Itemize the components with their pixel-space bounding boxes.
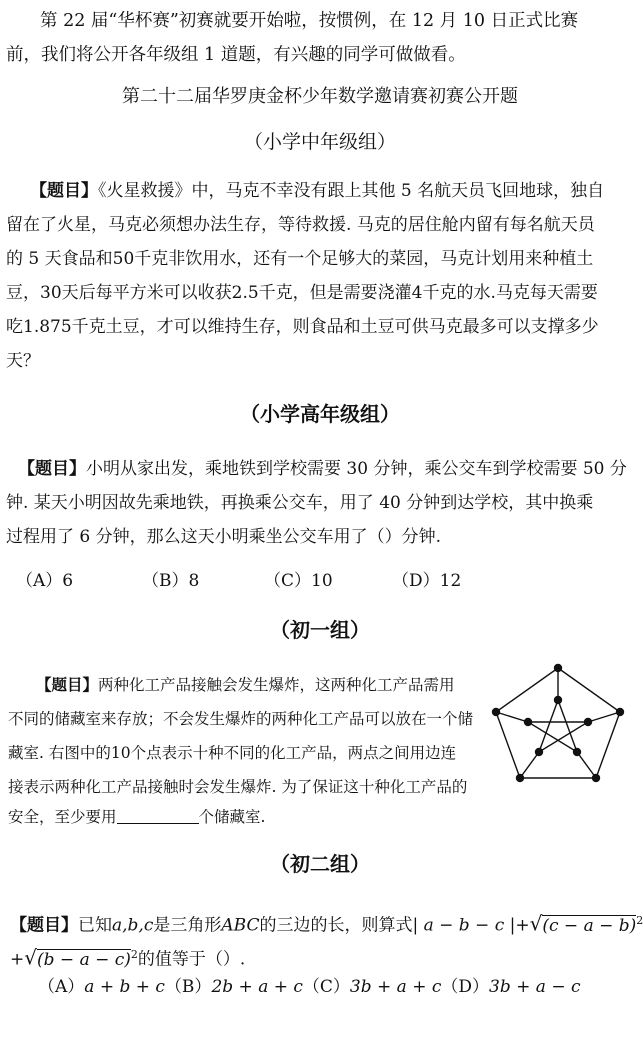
graph-edges xyxy=(496,668,620,778)
problem-2-line-2: 钟. 某天小明因故先乘地铁，再换乘公交车，用了 40 分钟到达学校，其中换乘 xyxy=(6,493,594,513)
vertex xyxy=(516,774,524,782)
problem-3-tag: 【题目】 xyxy=(36,675,99,694)
vertex xyxy=(492,708,500,716)
intro-line-2: 前，我们将公开各年级组 1 道题，有兴趣的同学可做做看。 xyxy=(6,45,466,65)
problem-4-line-1: 【题目】已知a,b,c是三角形ABC的三边的长，则算式| a − b − c $|+√(c - a - b)^2$ xyxy=(10,911,643,936)
vertex xyxy=(573,748,581,756)
problem-2-line-1: 【题目】小明从家出发，乘地铁到学校需要 30 分钟，乘公交车到学校需要 50 分 xyxy=(18,459,627,479)
sqrt-sign-1: √ xyxy=(529,911,543,936)
vertex xyxy=(554,696,562,704)
problem-2-option-a: （A）6 xyxy=(16,571,74,591)
problem-3-line-5: 安全，至少要用 个储藏室. xyxy=(8,808,266,826)
problem-1-line-2: 留在了火星，马克必须想办法生存，等待救援. 马克的居住舱内留有每名航天员 xyxy=(6,215,595,235)
vertex xyxy=(524,718,532,726)
sqrt-sign-2: √ xyxy=(24,945,37,970)
problem-1-line-5: 吃1.875千克土豆，才可以维持生存，则食品和土豆可供马克最多可以支撑多少 xyxy=(6,317,599,337)
problem-4-option-a: （A）a + b + c xyxy=(38,977,165,997)
petersen-graph-figure xyxy=(488,660,628,790)
problem-4-tag: 【题目】 xyxy=(10,915,78,936)
problem-3-line-4: 接表示两种化工产品接触时会发生爆炸. 为了保证这十种化工产品的 xyxy=(8,778,468,796)
problem-4-option-b: （B）2b + a + c xyxy=(164,977,303,997)
intro-line-1: 第 22 届“华杯赛”初赛就要开始啦，按惯例，在 12 月 10 日正式比赛 xyxy=(40,11,579,31)
problem-2-option-d: （D）12 xyxy=(392,571,462,591)
section-heading-primary-upper: （小学高年级组） xyxy=(240,402,400,426)
section-heading-grade-8: （初二组） xyxy=(270,852,370,876)
problem-3-line-1: 【题目】两种化工产品接触会发生爆炸，这两种化工产品需用 xyxy=(36,675,455,694)
problem-2-line-3: 过程用了 6 分钟，那么这天小明乘坐公交车用了（）分钟. xyxy=(6,527,442,547)
vertex xyxy=(535,748,543,756)
problem-1-line-6: 天？ xyxy=(6,351,40,371)
problem-1-line-1: 【题目】《火星救援》中，马克不幸没有跟上其他 5 名航天员飞回地球，独自 xyxy=(30,181,605,201)
inner-star-edges xyxy=(528,700,588,752)
problem-1-line-4: 豆，30天后每平方米可以收获2.5千克，但是需要浇灌4千克的水.马克每天需要 xyxy=(6,283,598,303)
problem-3-line-2: 不同的储藏室来存放；不会发生爆炸的两种化工产品可以放在一个储 xyxy=(8,710,474,728)
vertex xyxy=(592,774,600,782)
problem-4-option-c: （C）3b + a + c xyxy=(302,977,442,997)
problem-4-line-2: $+√(b - a - c)^2$的值等于（）. xyxy=(10,945,246,970)
problem-2-option-c: （C）10 xyxy=(264,571,333,591)
sqrt-expression-1: (c − a − b) xyxy=(542,915,637,936)
sqrt-expression-2: (b − a − c) xyxy=(37,949,131,970)
vertex xyxy=(584,718,592,726)
problem-4-options xyxy=(38,976,581,998)
problem-4-option-d: （D）3b + a − c xyxy=(441,977,581,997)
spoke-edge xyxy=(577,752,596,778)
section-heading-grade-7: （初一组） xyxy=(270,618,370,642)
vertex xyxy=(616,708,624,716)
problem-2-option-b: （B）8 xyxy=(142,571,200,591)
section-heading-primary-middle: （小学中年级组） xyxy=(243,131,396,153)
spoke-edge xyxy=(588,712,620,722)
vertex xyxy=(554,664,562,672)
answer-blank xyxy=(117,807,199,824)
problem-3-line-3: 藏室. 右图中的10个点表示十种不同的化工产品，两点之间用边连 xyxy=(8,744,457,762)
spoke-edge xyxy=(520,752,539,778)
problem-1-tag: 【题目】 xyxy=(30,181,98,201)
main-title: 第二十二届华罗庚金杯少年数学邀请赛初赛公开题 xyxy=(122,86,518,107)
problem-1-line-3: 的 5 天食品和50千克非饮用水，还有一个足够大的菜园，马克计划用来种植土 xyxy=(6,249,594,269)
spoke-edge xyxy=(496,712,528,722)
problem-2-tag: 【题目】 xyxy=(18,459,86,479)
abs-expression: | a − b − c | xyxy=(412,915,516,936)
